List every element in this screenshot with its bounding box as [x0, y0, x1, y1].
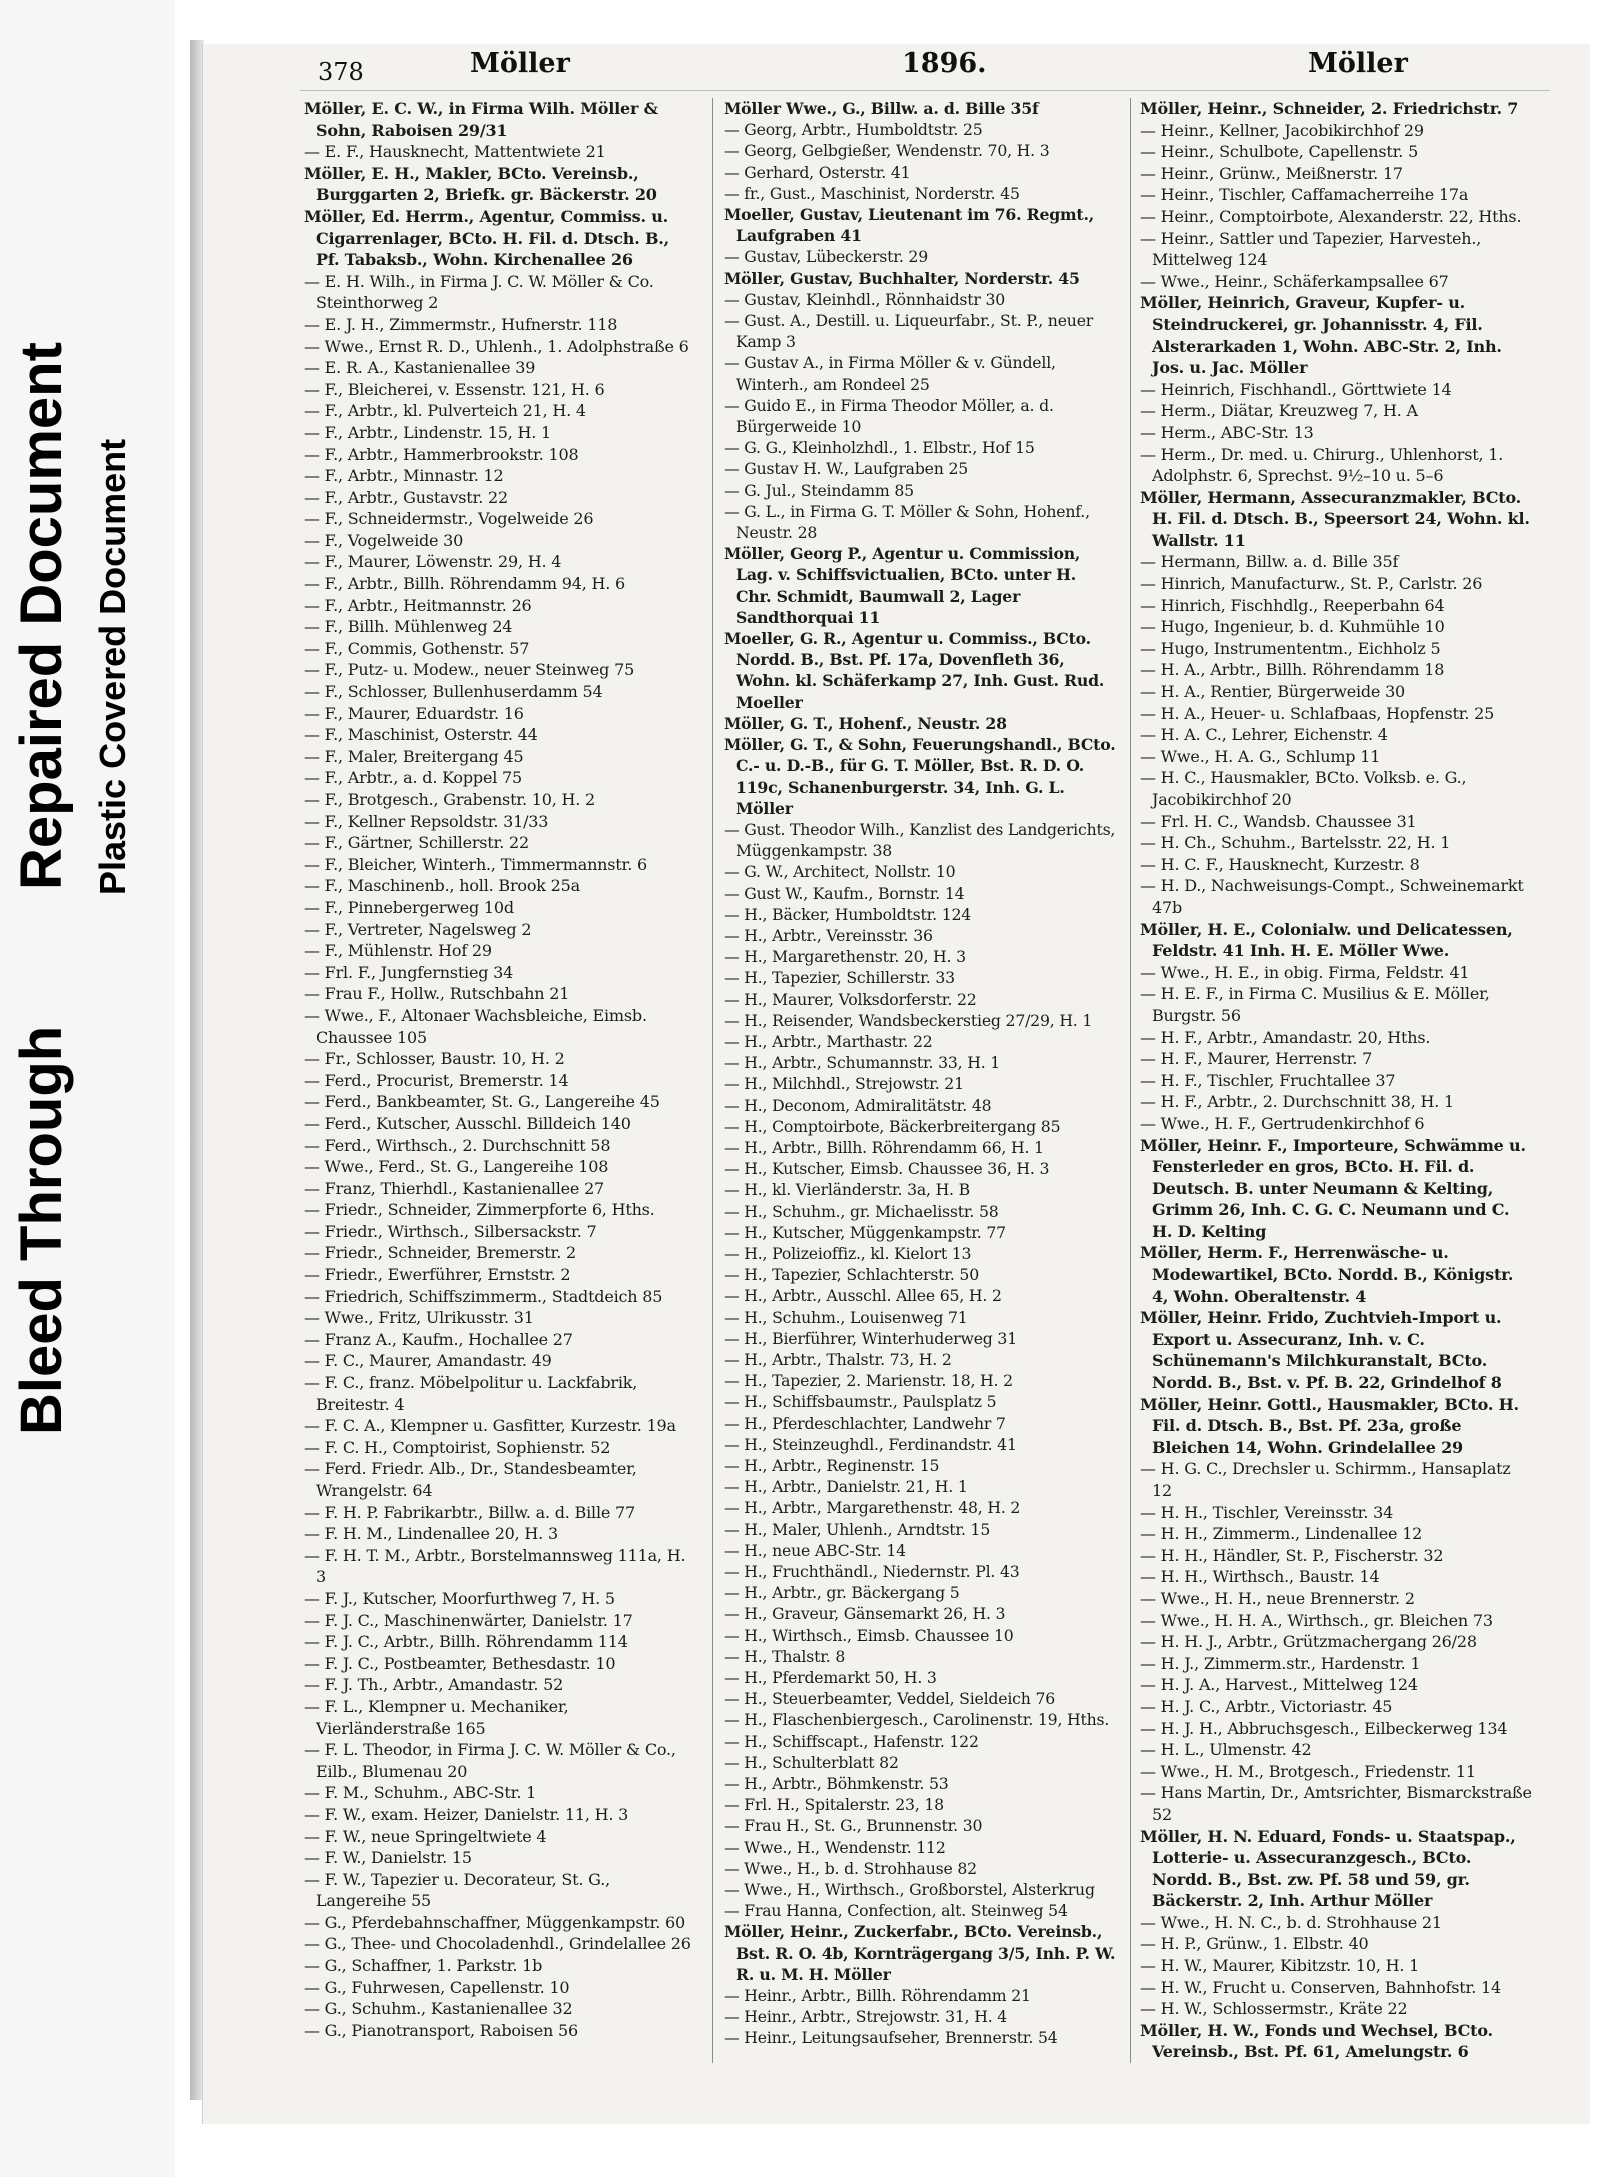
directory-entry: — H., Arbtr., Marthastr. 22: [724, 1031, 933, 1051]
directory-entry: — F. W., neue Springeltwiete 4: [304, 1826, 547, 1846]
directory-entry: — F., Pinnebergerweg 10d: [304, 897, 514, 917]
directory-entry: — fr., Gust., Maschinist, Norderstr. 45: [724, 183, 1020, 203]
directory-entry: — Wwe., Heinr., Schäferkampsallee 67: [1140, 271, 1449, 291]
directory-entry: — F., Schneidermstr., Vogelweide 26: [304, 509, 594, 529]
directory-entry: Möller, G. T., Hohenf., Neustr. 28: [724, 713, 1007, 733]
directory-entry: — Georg, Gelbgießer, Wendenstr. 70, H. 3: [724, 141, 1050, 161]
directory-entry: — F. W., Tapezier u. Decorateur, St. G., Langereihe 55: [304, 1869, 610, 1911]
directory-column-middle: [724, 98, 1116, 2049]
directory-entry: Moeller, Gustav, Lieutenant im 76. Regmt., Laufgraben 41: [724, 205, 1094, 246]
directory-entry: — Friedr., Wirthsch., Silbersackstr. 7: [304, 1221, 597, 1241]
directory-entry: — F., Maschinist, Osterstr. 44: [304, 725, 538, 745]
directory-entry: — H. H. J., Arbtr., Grützmachergang 26/28: [1140, 1632, 1477, 1652]
directory-entry: — Fr., Schlosser, Baustr. 10, H. 2: [304, 1049, 565, 1069]
directory-entry: — H., Tapezier, Schlachterstr. 50: [724, 1265, 979, 1285]
directory-entry: — H., Pferdeschlachter, Landwehr 7: [724, 1413, 1006, 1433]
directory-entry: — H., Milchhdl., Strejowstr. 21: [724, 1074, 964, 1094]
directory-entry: — Hans Martin, Dr., Amtsrichter, Bismarckstraße 52: [1140, 1783, 1532, 1824]
directory-entry: — H. H., Zimmerm., Lindenallee 12: [1140, 1524, 1423, 1544]
directory-entry: — H., Schuhm., Louisenweg 71: [724, 1307, 968, 1327]
directory-entry: — H. A., Rentier, Bürgerweide 30: [1140, 682, 1406, 702]
directory-entry: — Wwe., F., Altonaer Wachsbleiche, Eimsb. Chaussee 105: [304, 1005, 647, 1047]
directory-entry: — F., Vertreter, Nagelsweg 2: [304, 919, 532, 939]
directory-entry: — Gust W., Kaufm., Bornstr. 14: [724, 883, 965, 903]
directory-entry: — H., Steuerbeamter, Veddel, Sieldeich 76: [724, 1689, 1056, 1709]
directory-entry: — H., Kutscher, Müggenkampstr. 77: [724, 1222, 1006, 1242]
directory-entry: — F., Bleicher, Winterh., Timmermannstr. 6: [304, 854, 647, 874]
directory-entry: — H. F., Maurer, Herrenstr. 7: [1140, 1049, 1373, 1069]
directory-entry: — Wwe., H., Wirthsch., Großborstel, Alsterkrug: [724, 1880, 1095, 1900]
directory-entry: — F., Brotgesch., Grabenstr. 10, H. 2: [304, 790, 595, 809]
directory-entry: — F., Kellner Repsoldstr. 31/33: [304, 811, 549, 831]
directory-entry: — H., Kutscher, Eimsb. Chaussee 36, H. 3: [724, 1159, 1050, 1179]
directory-entry: — H., Tapezier, 2. Marienstr. 18, H. 2: [724, 1371, 1013, 1391]
column-divider: [1130, 98, 1131, 2063]
directory-entry: — Wwe., H. H., neue Brennerstr. 2: [1140, 1588, 1415, 1608]
directory-entry: — F. L., Klempner u. Mechaniker, Vierländerstraße 165: [304, 1696, 569, 1738]
directory-entry: — Frau F., Hollw., Rutschbahn 21: [304, 984, 570, 1004]
directory-entry: — Ferd. Friedr. Alb., Dr., Standesbeamter, Wrangelstr. 64: [304, 1459, 637, 1500]
directory-entry: Möller, E. H., Makler, BCto. Vereinsb., Burggarten 2, Briefk. gr. Bäckerstr. 20: [304, 163, 657, 205]
directory-entry: — Frl. F., Jungfernstieg 34: [304, 962, 514, 982]
directory-entry: — Hugo, Instrumententm., Eichholz 5: [1140, 638, 1441, 658]
directory-entry: — Herm., ABC-Str. 13: [1140, 422, 1314, 442]
directory-entry: — Hinrich, Manufacturw., St. P., Carlstr. 26: [1140, 574, 1483, 594]
directory-entry: — H., Flaschenbiergesch., Carolinenstr. 19, Hths.: [724, 1710, 1110, 1730]
directory-entry: — G., Schuhm., Kastanienallee 32: [304, 1999, 573, 2019]
directory-entry: — Ferd., Bankbeamter, St. G., Langereihe 45: [304, 1092, 660, 1112]
directory-entry: — H. D., Nachweisungs-Compt., Schweinemarkt 47b: [1140, 876, 1524, 917]
directory-entry: — F. H. M., Lindenallee 20, H. 3: [304, 1524, 558, 1544]
directory-column-right: [1140, 98, 1532, 2063]
directory-entry: — H., Wirthsch., Eimsb. Chaussee 10: [724, 1625, 1014, 1645]
directory-entry: — H. W., Schlossermstr., Kräte 22: [1140, 1999, 1408, 2019]
directory-entry: — Herm., Diätar, Kreuzweg 7, H. A: [1140, 401, 1418, 421]
directory-entry: — F. J. C., Arbtr., Billh. Röhrendamm 114: [304, 1632, 628, 1652]
directory-entry: — H. H., Tischler, Vereinsstr. 34: [1140, 1502, 1394, 1522]
directory-entry: — F., Bleicherei, v. Essenstr. 121, H. 6: [304, 379, 605, 399]
directory-entry: Möller, Heinr. Gottl., Hausmakler, BCto. H. Fil. d. Dtsch. B., Bst. Pf. 23a, große Bleichen 14, Wohn. Grindelallee 29: [1140, 1394, 1519, 1457]
directory-entry: Möller Wwe., G., Billw. a. d. Bille 35f: [724, 99, 1039, 118]
directory-entry: — Gust. Theodor Wilh., Kanzlist des Landgerichts, Müggenkampstr. 38: [724, 819, 1116, 861]
directory-entry: — H., Arbtr., Schumannstr. 33, H. 1: [724, 1053, 1001, 1073]
directory-entry: — Heinr., Tischler, Caffamacherreihe 17a: [1140, 185, 1469, 205]
directory-entry: — F. H. P. Fabrikarbtr., Billw. a. d. Bille 77: [304, 1502, 635, 1522]
column-divider: [712, 98, 713, 2063]
directory-entry: — H., Arbtr., Margarethenstr. 48, H. 2: [724, 1498, 1021, 1518]
directory-entry: — E. J. H., Zimmermstr., Hufnerstr. 118: [304, 314, 618, 334]
directory-entry: — H., Arbtr., Thalstr. 73, H. 2: [724, 1349, 952, 1369]
running-head-right: Möller: [1308, 48, 1408, 79]
directory-entry: Möller, Heinr. Frido, Zuchtvieh-Import u. Export u. Assecuranz, Inh. v. C. Schünemann's Milchkuranstalt, BCto. Nordd. B., Bst. v. Pf. B. 22, Grindelhof 8: [1140, 1308, 1502, 1393]
directory-entry: — G., Pferdebahnschaffner, Müggenkampstr. 60: [304, 1912, 686, 1932]
directory-entry: — Friedr., Schneider, Bremerstr. 2: [304, 1243, 576, 1263]
directory-entry: — Wwe., H. E., in obig. Firma, Feldstr. 41: [1140, 962, 1470, 982]
directory-entry: Möller, Gustav, Buchhalter, Norderstr. 45: [724, 268, 1080, 288]
repaired-document-label: Repaired Document: [9, 342, 74, 890]
directory-entry: — H. C., Hausmakler, BCto. Volksb. e. G., Jacobikirchhof 20: [1140, 768, 1467, 809]
running-head-year: 1896.: [902, 48, 987, 79]
directory-entry: — H., Fruchthändl., Niedernstr. Pl. 43: [724, 1562, 1020, 1582]
directory-entry: — Ferd., Kutscher, Ausschl. Billdeich 140: [304, 1113, 631, 1133]
directory-entry: — Herm., Dr. med. u. Chirurg., Uhlenhorst, 1. Adolphstr. 6, Sprechst. 9½–10 u. 5–6: [1140, 444, 1504, 486]
bleed-through-label: Bleed Through: [9, 1025, 74, 1435]
directory-entry: — F., Arbtr., Billh. Röhrendamm 94, H. 6: [304, 574, 626, 594]
directory-entry: — H., Schiffscapt., Hafenstr. 122: [724, 1731, 979, 1751]
directory-entry: — Gustav, Kleinhdl., Rönnhaidstr 30: [724, 289, 1006, 309]
directory-entry: — H., Tapezier, Schillerstr. 33: [724, 968, 955, 988]
directory-entry: — F., Arbtr., a. d. Koppel 75: [304, 768, 522, 788]
directory-entry: — F., Maler, Breitergang 45: [304, 746, 524, 766]
directory-entry: — H. C. F., Hausknecht, Kurzestr. 8: [1140, 854, 1420, 874]
directory-entry: — H. J., Zimmerm.str., Hardenstr. 1: [1140, 1653, 1421, 1673]
directory-entry: — G. L., in Firma G. T. Möller & Sohn, Hohenf., Neustr. 28: [724, 501, 1090, 543]
page-binding-shadow: [190, 40, 204, 2100]
directory-entry: — H., Margarethenstr. 20, H. 3: [724, 947, 966, 967]
directory-entry: — H. W., Maurer, Kibitzstr. 10, H. 1: [1140, 1956, 1420, 1976]
directory-entry: Möller, Herm. F., Herrenwäsche- u. Modewartikel, BCto. Nordd. B., Königstr. 4, Wohn. Oberaltenstr. 4: [1140, 1243, 1514, 1306]
directory-entry: Möller, Hermann, Assecuranzmakler, BCto. H. Fil. d. Dtsch. B., Speersort 24, Wohn. kl. Wallstr. 11: [1140, 487, 1530, 550]
directory-entry: — H., Arbtr., Billh. Röhrendamm 66, H. 1: [724, 1137, 1044, 1157]
directory-entry: — Heinr., Comptoirbote, Alexanderstr. 22, Hths.: [1140, 206, 1522, 226]
directory-entry: — Gustav A., in Firma Möller & v. Gündell, Winterh., am Rondeel 25: [724, 353, 1056, 394]
directory-entry: — Friedr., Schneider, Zimmerpforte 6, Hths.: [304, 1200, 655, 1220]
directory-entry: — F. C., Maurer, Amandastr. 49: [304, 1351, 552, 1371]
directory-entry: — F. C. A., Klempner u. Gasfitter, Kurzestr. 19a: [304, 1416, 676, 1436]
directory-entry: — G., Thee- und Chocoladenhdl., Grindelallee 26: [304, 1934, 691, 1954]
directory-entry: — Ferd., Wirthsch., 2. Durchschnitt 58: [304, 1135, 611, 1155]
directory-entry: — Wwe., H. N. C., b. d. Strohhause 21: [1140, 1912, 1442, 1932]
directory-entry: — H. J. C., Arbtr., Victoriastr. 45: [1140, 1696, 1393, 1716]
directory-entry: — Wwe., Fritz, Ulrikusstr. 31: [304, 1308, 534, 1328]
directory-entry: — H., Steinzeughdl., Ferdinandstr. 41: [724, 1434, 1017, 1454]
directory-entry: — H., kl. Vierländerstr. 3a, H. B: [724, 1180, 970, 1200]
directory-entry: — H., Comptoirbote, Bäckerbreitergang 85: [724, 1116, 1061, 1136]
directory-entry: Möller, H. W., Fonds und Wechsel, BCto. Vereinsb., Bst. Pf. 61, Amelungstr. 6: [1140, 2020, 1493, 2062]
directory-entry: — Wwe., H. A. G., Schlump 11: [1140, 746, 1381, 766]
directory-entry: — E. F., Hausknecht, Mattentwiete 21: [304, 142, 606, 162]
directory-entry: — H., Arbtr., Vereinsstr. 36: [724, 925, 933, 945]
directory-entry: — G., Pianotransport, Raboisen 56: [304, 2020, 578, 2040]
directory-column-left: [304, 98, 696, 2041]
directory-entry: — H. J. A., Harvest., Mittelweg 124: [1140, 1675, 1418, 1695]
directory-entry: Möller, Georg P., Agentur u. Commission, Lag. v. Schiffsvictualien, BCto. unter H. Chr. Schmidt, Baumwall 2, Lager Sandthorquai 11: [724, 544, 1081, 627]
directory-entry: Möller, Heinr. F., Importeure, Schwämme u. Fensterleder en gros, BCto. H. Fil. d. Deutsch. B. unter Neumann & Kelting, Grimm 26, Inh. C. G. C. Neumann und C. H. D. Kelting: [1140, 1135, 1526, 1241]
directory-entry: — F., Gärtner, Schillerstr. 22: [304, 833, 529, 853]
directory-entry: — Friedr., Ewerführer, Ernststr. 2: [304, 1265, 571, 1285]
directory-entry: — H., Arbtr., Böhmkenstr. 53: [724, 1774, 949, 1794]
directory-entry: — Heinrich, Fischhandl., Görttwiete 14: [1140, 379, 1452, 399]
directory-entry: — E. H. Wilh., in Firma J. C. W. Möller & Co. Steinthorweg 2: [304, 271, 654, 313]
directory-entry: — Wwe., H., b. d. Strohhause 82: [724, 1858, 977, 1878]
directory-entry: Möller, E. C. W., in Firma Wilh. Möller & Sohn, Raboisen 29/31: [304, 99, 658, 140]
directory-entry: — F., Maurer, Löwenstr. 29, H. 4: [304, 552, 562, 572]
directory-entry: — H. H., Händler, St. P., Fischerstr. 32: [1140, 1545, 1444, 1565]
directory-entry: — Hinrich, Fischhdlg., Reeperbahn 64: [1140, 595, 1445, 615]
plastic-covered-label: Plastic Covered Document: [92, 438, 133, 895]
directory-entry: — Heinr., Leitungsaufseher, Brennerstr. 54: [724, 2028, 1058, 2048]
directory-entry: — H., neue ABC-Str. 14: [724, 1540, 906, 1560]
directory-entry: — Wwe., H., Wendenstr. 112: [724, 1837, 946, 1857]
directory-entry: — F. W., exam. Heizer, Danielstr. 11, H. 3: [304, 1804, 629, 1824]
page-number: 378: [318, 58, 364, 86]
directory-entry: — Heinr., Sattler und Tapezier, Harvesteh., Mittelweg 124: [1140, 228, 1482, 270]
directory-entry: — G. Jul., Steindamm 85: [724, 480, 914, 500]
directory-entry: — F., Maurer, Eduardstr. 16: [304, 703, 524, 723]
directory-entry: — H. J. H., Abbruchsgesch., Eilbeckerweg 134: [1140, 1718, 1508, 1738]
directory-entry: — Heinr., Arbtr., Strejowstr. 31, H. 4: [724, 2007, 1008, 2027]
directory-entry: — H., Arbtr., Reginenstr. 15: [724, 1456, 940, 1475]
directory-entry: — H. E. F., in Firma C. Musilius & E. Möller, Burgstr. 56: [1140, 984, 1490, 1025]
directory-entry: — Gerhard, Osterstr. 41: [724, 162, 911, 182]
directory-entry: — Wwe., Ferd., St. G., Langereihe 108: [304, 1157, 609, 1177]
directory-entry: — H., Graveur, Gänsemarkt 26, H. 3: [724, 1604, 1006, 1624]
directory-entry: — F., Arbtr., Lindenstr. 15, H. 1: [304, 422, 551, 442]
directory-entry: — H., Thalstr. 8: [724, 1646, 846, 1666]
header-rule: [300, 90, 1550, 91]
directory-entry: — H. F., Arbtr., Amandastr. 20, Hths.: [1140, 1027, 1431, 1047]
directory-entry: — F., Arbtr., Gustavstr. 22: [304, 487, 508, 507]
directory-entry: — Ferd., Procurist, Bremerstr. 14: [304, 1070, 569, 1090]
directory-entry: — F., Mühlenstr. Hof 29: [304, 941, 492, 961]
directory-entry: — H., Bierführer, Winterhuderweg 31: [724, 1328, 1017, 1348]
directory-entry: — Heinr., Schulbote, Capellenstr. 5: [1140, 142, 1419, 162]
directory-entry: — F., Vogelweide 30: [304, 530, 464, 550]
directory-entry: — F., Putz- u. Modew., neuer Steinweg 75: [304, 660, 635, 680]
directory-entry: — Friedrich, Schiffszimmerm., Stadtdeich 85: [304, 1286, 663, 1306]
directory-entry: Möller, Heinr., Schneider, 2. Friedrichstr. 7: [1140, 99, 1519, 118]
directory-entry: — F., Schlosser, Bullenhuserdamm 54: [304, 682, 603, 702]
directory-entry: — H. L., Ulmenstr. 42: [1140, 1740, 1312, 1760]
directory-entry: Möller, Heinr., Zuckerfabr., BCto. Vereinsb., Bst. R. O. 4b, Kornträgergang 3/5, Inh. P. W. R. u. M. H. Möller: [724, 1922, 1116, 1984]
directory-entry: — H., Pferdemarkt 50, H. 3: [724, 1668, 937, 1688]
directory-entry: — F. W., Danielstr. 15: [304, 1848, 472, 1868]
directory-entry: — H., Maler, Uhlenh., Arndtstr. 15: [724, 1519, 991, 1539]
directory-entry: — Franz A., Kaufm., Hochallee 27: [304, 1329, 573, 1349]
directory-entry: — H., Schuhm., gr. Michaelisstr. 58: [724, 1201, 999, 1221]
directory-entry: — F., Maschinenb., holl. Brook 25a: [304, 876, 580, 896]
directory-entry: — H., Reisender, Wandsbeckerstieg 27/29, H. 1: [724, 1010, 1093, 1030]
directory-entry: — F. C., franz. Möbelpolitur u. Lackfabrik, Breitestr. 4: [304, 1373, 638, 1414]
directory-entry: — Frau Hanna, Confection, alt. Steinweg 54: [724, 1901, 1068, 1921]
directory-entry: Moeller, G. R., Agentur u. Commiss., BCto. Nordd. B., Bst. Pf. 17a, Dovenfleth 36, Wohn. kl. Schäferkamp 27, Inh. Gust. Rud. Moeller: [724, 629, 1105, 712]
directory-entry: — H. Ch., Schuhm., Bartelsstr. 22, H. 1: [1140, 833, 1451, 853]
directory-entry: Möller, Heinrich, Graveur, Kupfer- u. Steindruckerei, gr. Johannisstr. 4, Fil. Alsterarkaden 1, Wohn. ABC-Str. 2, Inh. Jos. u. Jac. Möller: [1140, 293, 1502, 378]
directory-entry: — F. C. H., Comptoirist, Sophienstr. 52: [304, 1437, 611, 1457]
directory-entry: — Frl. H., Spitalerstr. 23, 18: [724, 1795, 944, 1815]
directory-entry: — F., Arbtr., Heitmannstr. 26: [304, 595, 532, 615]
directory-entry: — Hermann, Billw. a. d. Bille 35f: [1140, 552, 1399, 572]
directory-entry: — H., Arbtr., gr. Bäckergang 5: [724, 1583, 960, 1603]
directory-entry: — H., Schulterblatt 82: [724, 1752, 899, 1772]
directory-entry: — H. F., Tischler, Fruchtallee 37: [1140, 1070, 1396, 1090]
directory-entry: — F. J., Kutscher, Moorfurthweg 7, H. 5: [304, 1588, 615, 1608]
directory-entry: — E. R. A., Kastanienallee 39: [304, 358, 536, 378]
directory-entry: — Georg, Arbtr., Humboldtstr. 25: [724, 120, 983, 140]
directory-entry: — F. L. Theodor, in Firma J. C. W. Möller & Co., Eilb., Blumenau 20: [304, 1740, 676, 1781]
running-head-left: Möller: [470, 48, 570, 79]
directory-entry: — H. A., Heuer- u. Schlafbaas, Hopfenstr. 25: [1140, 703, 1495, 723]
directory-entry: Möller, H. E., Colonialw. und Delicatessen, Feldstr. 41 Inh. H. E. Möller Wwe.: [1140, 919, 1513, 961]
directory-entry: — G., Fuhrwesen, Capellenstr. 10: [304, 1977, 570, 1997]
directory-entry: — F. H. T. M., Arbtr., Borstelmannsweg 111a, H. 3: [304, 1545, 686, 1587]
directory-entry: — F., Billh. Mühlenweg 24: [304, 617, 513, 637]
directory-entry: — Wwe., H. F., Gertrudenkirchhof 6: [1140, 1113, 1425, 1133]
directory-entry: — H. A. C., Lehrer, Eichenstr. 4: [1140, 725, 1388, 745]
directory-entry: — H., Deconom, Admiralitätstr. 48: [724, 1095, 992, 1115]
directory-entry: — H. H., Wirthsch., Baustr. 14: [1140, 1567, 1380, 1587]
directory-entry: — H., Arbtr., Danielstr. 21, H. 1: [724, 1477, 968, 1497]
directory-entry: — H., Bäcker, Humboldtstr. 124: [724, 904, 972, 924]
directory-entry: — Frau H., St. G., Brunnenstr. 30: [724, 1816, 983, 1836]
directory-entry: — Gustav H. W., Laufgraben 25: [724, 459, 969, 479]
directory-entry: — F., Arbtr., Hammerbrookstr. 108: [304, 444, 579, 464]
directory-entry: — H., Maurer, Volksdorferstr. 22: [724, 989, 977, 1009]
directory-entry: — F., Arbtr., Minnastr. 12: [304, 466, 504, 486]
directory-entry: — Frl. H. C., Wandsb. Chaussee 31: [1140, 811, 1417, 831]
directory-entry: — G., Schaffner, 1. Parkstr. 1b: [304, 1956, 543, 1976]
directory-entry: Möller, Ed. Herrm., Agentur, Commiss. u. Cigarrenlager, BCto. H. Fil. d. Dtsch. B., Pf. Tabaksb., Wohn. Kirchenallee 26: [304, 206, 670, 270]
directory-entry: — Wwe., H. M., Brotgesch., Friedenstr. 11: [1140, 1761, 1476, 1781]
directory-entry: — F., Arbtr., kl. Pulverteich 21, H. 4: [304, 401, 586, 421]
directory-entry: — Guido E., in Firma Theodor Möller, a. d. Bürgerweide 10: [724, 395, 1054, 437]
directory-entry: — F. J. Th., Arbtr., Amandastr. 52: [304, 1675, 564, 1695]
directory-entry: Möller, G. T., & Sohn, Feuerungshandl., BCto. C.- u. D.-B., für G. T. Möller, Bst. R. D. O. 119c, Schanenburgerstr. 34, Inh. G. L. Möller: [724, 735, 1116, 818]
directory-entry: — Hugo, Ingenieur, b. d. Kuhmühle 10: [1140, 617, 1445, 637]
directory-entry: — H. P., Grünw., 1. Elbstr. 40: [1140, 1934, 1369, 1954]
directory-entry: — Franz, Thierhdl., Kastanienallee 27: [304, 1178, 605, 1198]
directory-entry: — Heinr., Kellner, Jacobikirchhof 29: [1140, 120, 1424, 140]
directory-entry: — F., Commis, Gothenstr. 57: [304, 638, 530, 658]
directory-entry: Möller, H. N. Eduard, Fonds- u. Staatspap., Lotterie- u. Assecuranzgesch., BCto. Nordd. B., Bst. zw. Pf. 58 und 59, gr. Bäckerstr. 2, Inh. Arthur Möller: [1140, 1826, 1516, 1911]
directory-entry: — Wwe., Ernst R. D., Uhlenh., 1. Adolphstraße 6: [304, 336, 689, 356]
directory-entry: — Gust. A., Destill. u. Liqueurfabr., St. P., neuer Kamp 3: [724, 311, 1094, 352]
directory-entry: — Heinr., Arbtr., Billh. Röhrendamm 21: [724, 1986, 1031, 2006]
directory-entry: — H., Arbtr., Ausschl. Allee 65, H. 2: [724, 1286, 1002, 1306]
directory-entry: — G. G., Kleinholzhdl., 1. Elbstr., Hof 15: [724, 438, 1035, 458]
directory-entry: — H. A., Arbtr., Billh. Röhrendamm 18: [1140, 660, 1445, 680]
directory-entry: — F. M., Schuhm., ABC-Str. 1: [304, 1783, 537, 1803]
directory-entry: — H., Polizeioffiz., kl. Kielort 13: [724, 1243, 972, 1263]
directory-entry: — Heinr., Grünw., Meißnerstr. 17: [1140, 163, 1403, 183]
directory-entry: — G. W., Architect, Nollstr. 10: [724, 862, 956, 882]
directory-entry: — H., Schiffsbaumstr., Paulsplatz 5: [724, 1392, 997, 1412]
directory-entry: — H. G. C., Drechsler u. Schirmm., Hansaplatz 12: [1140, 1459, 1511, 1500]
directory-entry: — H. F., Arbtr., 2. Durchschnitt 38, H. 1: [1140, 1092, 1454, 1112]
directory-entry: — Wwe., H. H. A., Wirthsch., gr. Bleichen 73: [1140, 1610, 1493, 1630]
directory-entry: — H. W., Frucht u. Conserven, Bahnhofstr. 14: [1140, 1977, 1501, 1997]
directory-entry: — F. J. C., Postbeamter, Bethesdastr. 10: [304, 1653, 616, 1673]
directory-entry: — Gustav, Lübeckerstr. 29: [724, 247, 928, 267]
directory-entry: — F. J. C., Maschinenwärter, Danielstr. 17: [304, 1610, 633, 1630]
